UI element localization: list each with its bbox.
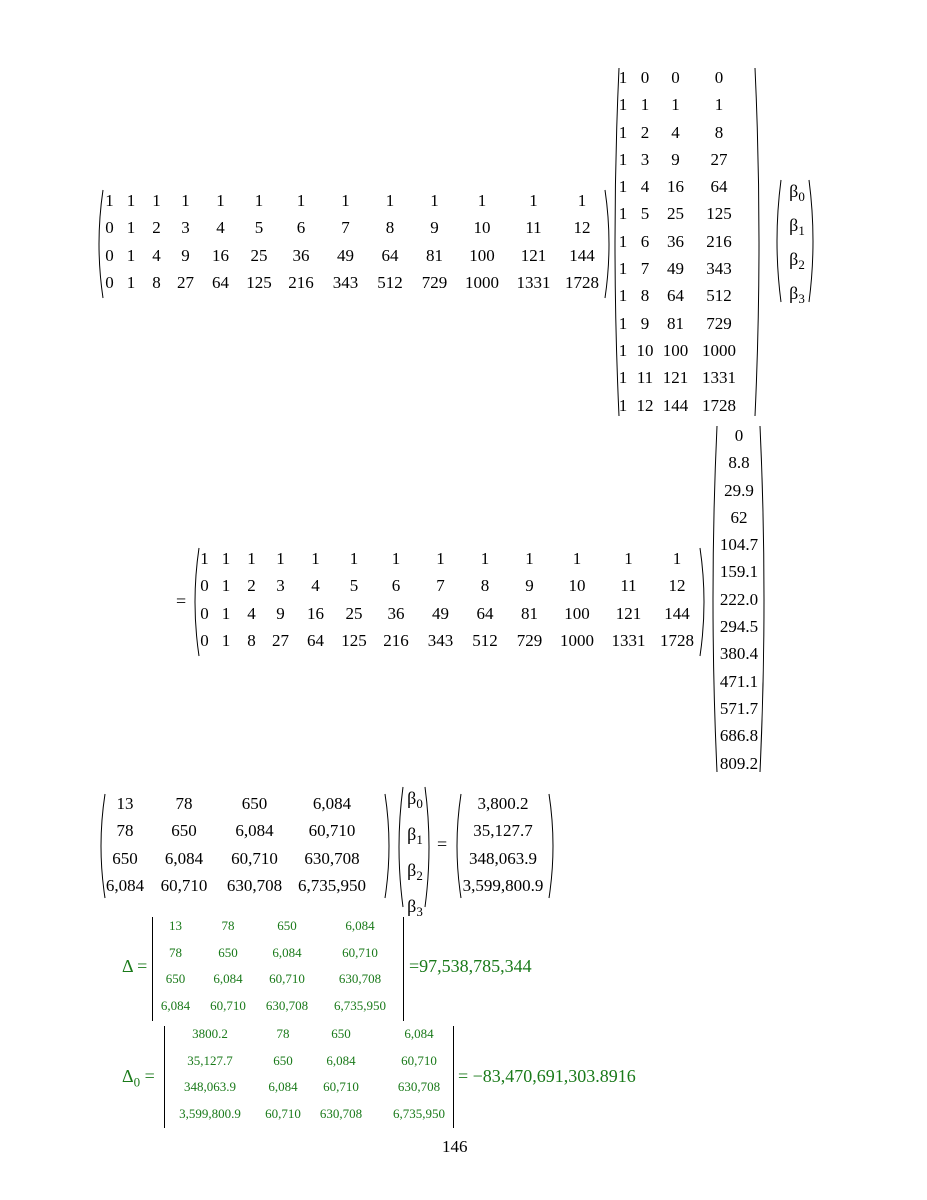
matrix-cell: 650 — [331, 1026, 351, 1041]
matrix-cell: 1 — [221, 549, 231, 568]
matrix-cell: 650 — [241, 794, 268, 813]
matrix-cell: 1 — [254, 191, 264, 210]
matrix-cell: 1 — [216, 191, 225, 210]
matrix-cell: 60,710 — [269, 971, 305, 986]
matrix-cell: 1 — [671, 95, 680, 115]
matrix-cell: 6,084 — [312, 794, 352, 813]
matrix-cell: 630,708 — [397, 1079, 441, 1094]
matrix-cell: 9 — [525, 576, 534, 596]
matrix-cell: 1 — [296, 191, 306, 210]
matrix-cell: 1 — [152, 191, 161, 210]
delta0-result: = −83,470,691,303.8916 — [458, 1066, 636, 1086]
x-matrix — [614, 64, 745, 419]
matrix-cell: 9 — [430, 218, 439, 238]
equals-sign: = — [176, 591, 187, 611]
matrix-cell: 1331 — [611, 630, 646, 650]
matrix-cell: 36 — [292, 245, 310, 265]
beta-2: $\beta_2$ — [407, 860, 423, 883]
matrix-cell: 512 — [377, 272, 403, 292]
matrix-cell: 1 — [477, 191, 487, 210]
matrix-cell: 8 — [640, 286, 650, 306]
matrix-cell: 144 — [569, 245, 595, 265]
matrix-cell: 49 — [432, 603, 449, 623]
left-paren — [96, 792, 106, 900]
matrix-cell: 6,735,950 — [334, 997, 386, 1013]
delta0-matrix — [164, 1021, 466, 1127]
matrix-cell: 1 — [525, 549, 534, 568]
left-paren — [772, 178, 782, 304]
left-paren — [394, 785, 404, 909]
matrix-cell: 343 — [332, 272, 359, 292]
matrix-cell: 650 — [165, 971, 186, 986]
matrix-cell: 125 — [341, 630, 367, 650]
matrix-cell: 6,084 — [326, 1052, 356, 1068]
matrix-cell: 60,710 — [210, 997, 246, 1013]
matrix-cell: 0 — [105, 245, 114, 265]
matrix-cell: 1 — [618, 395, 628, 415]
beta-1: $\beta_1$ — [789, 215, 805, 238]
matrix-cell: 650 — [218, 944, 238, 960]
matrix-cell: 512 — [706, 286, 732, 306]
matrix-cell: 12 — [668, 576, 686, 596]
matrix-cell: 64 — [710, 177, 728, 197]
vector-cell: 571.7 — [719, 698, 759, 718]
xtx-matrix — [102, 790, 375, 899]
matrix-cell: 1000 — [702, 340, 736, 360]
vector-cell: 3,599,800.9 — [462, 875, 544, 895]
matrix-cell: 64 — [307, 630, 324, 650]
det-bar-left — [164, 1026, 165, 1128]
matrix-cell: 36 — [387, 603, 405, 623]
matrix-cell: 11 — [525, 218, 542, 238]
right-paren — [384, 792, 394, 900]
equals-sign: = — [437, 834, 448, 854]
matrix-cell: 0 — [200, 603, 209, 623]
matrix-cell: 650 — [277, 918, 297, 933]
matrix-cell: 630,708 — [319, 1105, 363, 1121]
matrix-cell: 1 — [618, 286, 628, 306]
beta-0: $\beta_0$ — [789, 181, 805, 204]
det-bar-right — [403, 917, 404, 1021]
matrix-cell: 4 — [216, 218, 225, 238]
matrix-cell: 4 — [152, 245, 161, 265]
left-paren — [708, 424, 718, 774]
matrix-cell: 3,599,800.9 — [179, 1105, 241, 1121]
delta-label: Δ = — [122, 956, 148, 976]
matrix-cell: 2 — [640, 122, 650, 142]
matrix-cell: 1 — [618, 313, 628, 333]
matrix-cell: 1 — [618, 95, 628, 115]
matrix-cell: 100 — [469, 245, 495, 265]
vector-cell: 35,127.7 — [473, 821, 533, 841]
matrix-cell: 0 — [671, 68, 680, 87]
matrix-cell: 8 — [152, 272, 161, 292]
matrix-cell: 6,735,950 — [393, 1105, 445, 1121]
matrix-cell: 1331 — [516, 272, 551, 292]
matrix-cell: 5 — [349, 576, 359, 596]
matrix-cell: 512 — [472, 630, 498, 650]
matrix-cell: 27 — [710, 149, 728, 169]
matrix-cell: 10 — [636, 340, 654, 360]
matrix-cell: 1 — [618, 177, 628, 197]
matrix-cell: 216 — [383, 630, 409, 650]
matrix-cell: 60,710 — [342, 944, 378, 960]
matrix-cell: 25 — [250, 245, 268, 265]
matrix-cell: 1000 — [560, 630, 594, 650]
matrix-cell: 8 — [247, 630, 256, 650]
matrix-cell: 343 — [706, 259, 732, 279]
matrix-cell: 144 — [664, 603, 690, 623]
matrix-cell: 78 — [221, 918, 235, 933]
matrix-cell: 7 — [341, 218, 350, 238]
matrix-cell: 6,084 — [272, 944, 302, 960]
matrix-cell: 10 — [473, 218, 491, 238]
matrix-cell: 8 — [385, 218, 395, 238]
matrix-cell: 6 — [296, 218, 306, 238]
vector-cell: 62 — [730, 507, 748, 527]
right-paren — [759, 424, 769, 774]
matrix-cell: 6,084 — [213, 971, 243, 986]
left-paren — [190, 546, 200, 658]
matrix-cell: 650 — [112, 848, 138, 868]
matrix-cell: 1 — [436, 549, 445, 568]
matrix-cell: 121 — [520, 245, 547, 265]
matrix-cell: 1 — [480, 549, 490, 568]
left-paren — [452, 792, 462, 900]
matrix-cell: 6,084 — [268, 1079, 298, 1094]
matrix-cell: 144 — [662, 395, 689, 415]
matrix-cell: 100 — [662, 340, 689, 360]
delta-matrix — [153, 913, 404, 1019]
matrix-cell: 81 — [426, 245, 443, 265]
left-paren — [94, 188, 104, 300]
matrix-cell: 64 — [667, 286, 684, 306]
matrix-cell: 3 — [181, 218, 190, 238]
xt-matrix-top — [101, 187, 604, 296]
matrix-cell: 343 — [427, 630, 454, 650]
matrix-cell: 1728 — [660, 630, 694, 650]
matrix-cell: 1 — [672, 549, 682, 568]
xty-vector — [456, 790, 550, 899]
matrix-cell: 729 — [516, 630, 543, 650]
matrix-cell: 78 — [116, 821, 134, 841]
matrix-cell: 64 — [476, 603, 494, 623]
matrix-cell: 1 — [618, 149, 628, 169]
matrix-cell: 1 — [618, 368, 628, 388]
matrix-cell: 27 — [272, 630, 289, 650]
matrix-cell: 6,084 — [164, 848, 204, 868]
matrix-cell: 1 — [618, 340, 628, 360]
matrix-cell: 78 — [276, 1026, 290, 1041]
matrix-cell: 125 — [706, 204, 732, 224]
matrix-cell: 1 — [247, 549, 256, 568]
beta-1: $\beta_1$ — [407, 824, 423, 847]
matrix-cell: 2 — [247, 576, 256, 596]
matrix-cell: 630,708 — [265, 997, 309, 1013]
vector-cell: 222.0 — [719, 589, 759, 609]
matrix-cell: 1 — [391, 549, 401, 568]
matrix-cell: 8 — [480, 576, 490, 596]
matrix-cell: 49 — [667, 259, 684, 279]
matrix-cell: 1 — [349, 549, 359, 568]
matrix-cell: 729 — [706, 313, 732, 333]
matrix-cell: 12 — [573, 218, 591, 238]
matrix-cell: 78 — [169, 944, 182, 960]
matrix-cell: 216 — [288, 272, 314, 292]
matrix-cell: 1 — [385, 191, 395, 210]
matrix-cell: 1 — [618, 68, 628, 87]
matrix-cell: 6 — [391, 576, 401, 596]
matrix-cell: 1 — [341, 191, 350, 210]
matrix-cell: 630,708 — [338, 971, 382, 986]
matrix-cell: 0 — [105, 218, 114, 238]
matrix-cell: 3800.2 — [192, 1026, 228, 1041]
matrix-cell: 35,127.7 — [187, 1052, 233, 1068]
page-number: 146 — [442, 1137, 468, 1156]
det-bar-left — [152, 917, 153, 1021]
matrix-cell: 1 — [126, 218, 136, 238]
vector-cell: 380.4 — [719, 644, 759, 664]
matrix-cell: 729 — [421, 272, 448, 292]
matrix-cell: 10 — [568, 576, 586, 596]
matrix-cell: 1 — [311, 549, 320, 568]
vector-cell: 104.7 — [719, 535, 759, 555]
matrix-cell: 1 — [577, 191, 587, 210]
matrix-cell: 27 — [177, 272, 194, 292]
matrix-cell: 0 — [714, 68, 724, 87]
matrix-cell: 60,710 — [401, 1052, 437, 1068]
matrix-cell: 0 — [200, 576, 209, 596]
matrix-cell: 4 — [671, 122, 680, 142]
matrix-cell: 3 — [640, 149, 650, 169]
matrix-cell: 1 — [572, 549, 582, 568]
matrix-cell: 1 — [126, 191, 136, 210]
matrix-cell: 13 — [116, 794, 134, 813]
matrix-cell: 6,084 — [105, 875, 145, 895]
right-paren — [548, 792, 558, 900]
matrix-cell: 1 — [640, 95, 650, 115]
right-paren — [754, 66, 764, 418]
matrix-cell: 1 — [618, 259, 628, 279]
matrix-cell: 9 — [276, 603, 285, 623]
matrix-cell: 4 — [311, 576, 320, 596]
matrix-cell: 100 — [564, 603, 590, 623]
matrix-cell: 1 — [221, 603, 231, 623]
matrix-cell: 16 — [307, 603, 324, 623]
matrix-cell: 1 — [618, 231, 628, 251]
vector-cell: 686.8 — [719, 726, 759, 746]
matrix-cell: 2 — [152, 218, 161, 238]
matrix-cell: 0 — [640, 68, 650, 87]
right-paren — [424, 785, 434, 909]
matrix-cell: 6 — [640, 231, 650, 251]
matrix-cell: 1 — [126, 272, 136, 292]
matrix-cell: 1728 — [565, 272, 599, 292]
beta-3: $\beta_3$ — [789, 283, 805, 306]
xt-matrix-bottom — [196, 545, 699, 654]
matrix-cell: 6,735,950 — [298, 875, 366, 895]
matrix-cell: 6,084 — [345, 918, 375, 933]
vector-cell: 159.1 — [719, 562, 759, 582]
matrix-cell: 13 — [169, 918, 182, 933]
beta-0: $\beta_0$ — [407, 788, 423, 811]
matrix-cell: 7 — [640, 259, 650, 279]
matrix-cell: 1000 — [465, 272, 499, 292]
matrix-cell: 5 — [254, 218, 264, 238]
matrix-cell: 60,710 — [160, 875, 208, 895]
delta0-label: $\Delta_0$ = — [122, 1066, 155, 1090]
det-bar-right — [453, 1026, 454, 1128]
matrix-cell: 6,084 — [235, 821, 274, 841]
vector-cell: 0 — [734, 426, 744, 445]
matrix-cell: 9 — [640, 313, 650, 333]
matrix-cell: 348,063.9 — [184, 1079, 236, 1094]
matrix-cell: 1 — [181, 191, 190, 210]
vector-cell: 809.2 — [719, 753, 759, 773]
vector-cell: 471.1 — [719, 671, 759, 691]
matrix-cell: 216 — [706, 231, 732, 251]
matrix-cell: 49 — [337, 245, 354, 265]
matrix-cell: 121 — [615, 603, 642, 623]
right-paren — [808, 178, 818, 304]
matrix-cell: 1 — [529, 191, 538, 210]
y-vector — [714, 422, 764, 777]
matrix-cell: 5 — [640, 204, 650, 224]
matrix-cell: 4 — [247, 603, 256, 623]
matrix-cell: 60,710 — [265, 1105, 301, 1121]
matrix-cell: 25 — [667, 204, 684, 224]
matrix-cell: 0 — [105, 272, 114, 292]
matrix-cell: 121 — [662, 368, 689, 388]
matrix-cell: 81 — [521, 603, 538, 623]
matrix-cell: 11 — [636, 368, 654, 388]
matrix-cell: 64 — [381, 245, 399, 265]
matrix-cell: 60,710 — [231, 848, 278, 868]
matrix-cell: 16 — [667, 177, 684, 197]
vector-cell: 3,800.2 — [477, 794, 529, 813]
matrix-cell: 3 — [276, 576, 285, 596]
matrix-cell: 1 — [221, 576, 231, 596]
delta-result: =97,538,785,344 — [409, 956, 532, 976]
vector-cell: 294.5 — [719, 617, 759, 637]
matrix-cell: 1 — [714, 95, 724, 115]
matrix-cell: 1728 — [702, 395, 736, 415]
matrix-cell: 9 — [671, 149, 680, 169]
matrix-cell: 25 — [345, 603, 363, 623]
matrix-cell: 1 — [126, 245, 136, 265]
matrix-cell: 630,708 — [226, 875, 283, 895]
matrix-cell: 11 — [620, 576, 637, 596]
matrix-cell: 630,708 — [304, 848, 360, 868]
matrix-cell: 6,084 — [404, 1026, 434, 1041]
vector-cell: 348,063.9 — [469, 848, 537, 868]
matrix-cell: 650 — [171, 821, 197, 841]
matrix-cell: 81 — [667, 313, 684, 333]
matrix-cell: 1 — [618, 204, 628, 224]
matrix-cell: 1331 — [702, 368, 736, 388]
matrix-cell: 0 — [200, 630, 209, 650]
matrix-cell: 60,710 — [308, 821, 356, 841]
matrix-cell: 64 — [212, 272, 229, 292]
matrix-cell: 16 — [212, 245, 229, 265]
matrix-cell: 1 — [200, 549, 209, 568]
vector-cell: 29.9 — [724, 480, 754, 500]
beta-2: $\beta_2$ — [789, 249, 805, 272]
matrix-cell: 78 — [175, 794, 193, 813]
matrix-cell: 1 — [430, 191, 439, 210]
matrix-cell: 1 — [276, 549, 285, 568]
matrix-cell: 12 — [636, 395, 654, 415]
matrix-cell: 4 — [640, 177, 650, 197]
matrix-cell: 9 — [181, 245, 190, 265]
matrix-cell: 1 — [221, 630, 231, 650]
matrix-cell: 125 — [246, 272, 272, 292]
vector-cell: 8.8 — [728, 453, 750, 473]
matrix-cell: 8 — [714, 122, 724, 142]
matrix-cell: 6,084 — [160, 997, 191, 1013]
matrix-cell: 1 — [618, 122, 628, 142]
matrix-cell: 1 — [624, 549, 633, 568]
matrix-cell: 7 — [436, 576, 445, 596]
matrix-cell: 36 — [667, 231, 684, 251]
matrix-cell: 1 — [105, 191, 114, 210]
left-paren — [610, 66, 620, 418]
matrix-cell: 60,710 — [323, 1079, 359, 1094]
beta-3: $\beta_3$ — [407, 896, 423, 919]
matrix-cell: 650 — [273, 1052, 293, 1068]
